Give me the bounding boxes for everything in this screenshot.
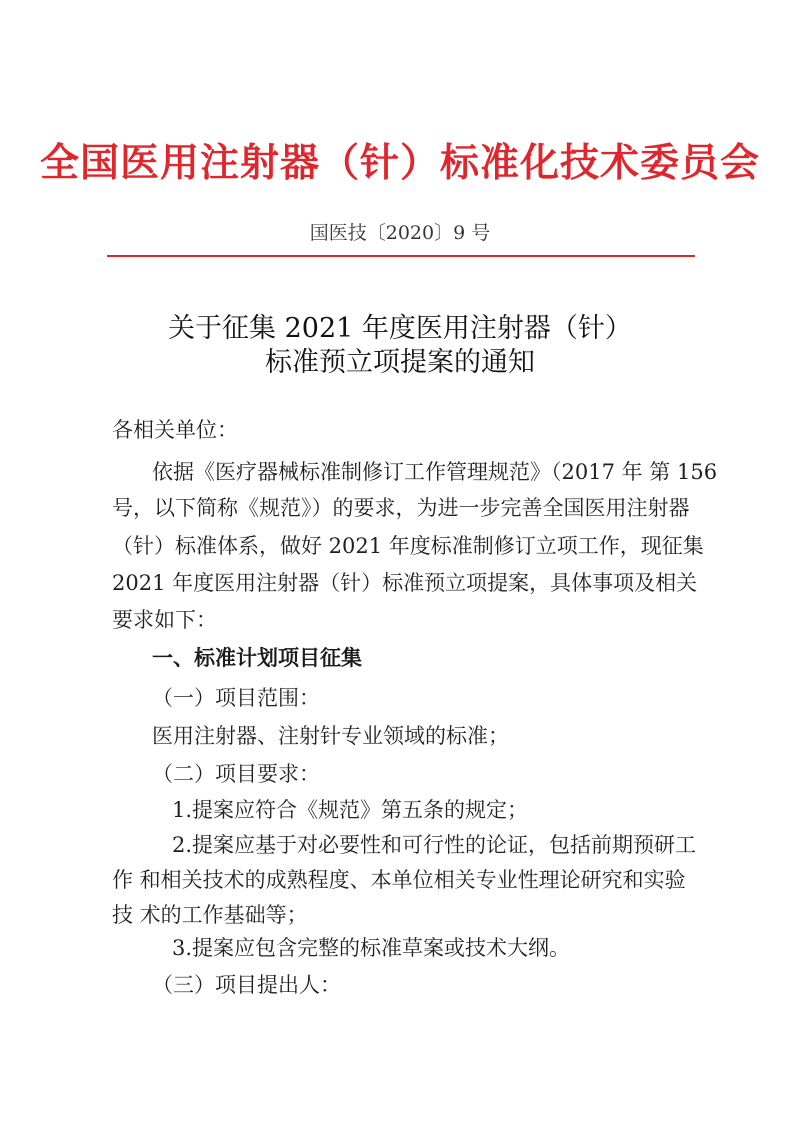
requirement-2-line: 作 和相关技术的成熟程度、本单位相关专业性理论研究和实验 xyxy=(112,868,686,892)
section-1-heading: 一、标准计划项目征集 xyxy=(152,646,362,670)
org-title: 全国医用注射器（针）标准化技术委员会 xyxy=(39,140,760,186)
notice-title-line-2: 标准预立项提案的通知 xyxy=(265,347,535,378)
doc-number: 国医技〔2020〕9 号 xyxy=(309,222,491,244)
sub-3-heading: （三）项目提出人： xyxy=(152,973,341,997)
sub-1-text: 医用注射器、注射针专业领域的标准； xyxy=(152,724,509,748)
intro-line: （针）标准体系，做好 2021 年度标准制修订立项工作，现征集 xyxy=(112,534,704,558)
sub-1-heading: （一）项目范围： xyxy=(152,686,320,710)
requirement-1: 1.提案应符合《规范》第五条的规定； xyxy=(172,798,529,822)
intro-line: 号，以下简称《规范》）的要求，为进一步完善全国医用注射器 xyxy=(112,496,690,520)
notice-title-line-1: 关于征集 2021 年度医用注射器（针） xyxy=(168,313,632,344)
sub-2-heading: （二）项目要求： xyxy=(152,762,320,786)
intro-line: 依据《医疗器械标准制修订工作管理规范》（2017 年 第 156 xyxy=(152,460,718,484)
red-divider xyxy=(107,255,695,257)
intro-line: 要求如下： xyxy=(112,608,217,632)
requirement-2-line: 2.提案应基于对必要性和可行性的论证，包括前期预研工 xyxy=(172,833,697,857)
requirement-2-line: 技 术的工作基础等； xyxy=(112,903,308,927)
intro-line: 2021 年度医用注射器（针）标准预立项提案，具体事项及相关 xyxy=(112,571,698,595)
salutation: 各相关单位： xyxy=(112,418,238,442)
requirement-3: 3.提案应包含完整的标准草案或技术大纲。 xyxy=(172,936,571,960)
